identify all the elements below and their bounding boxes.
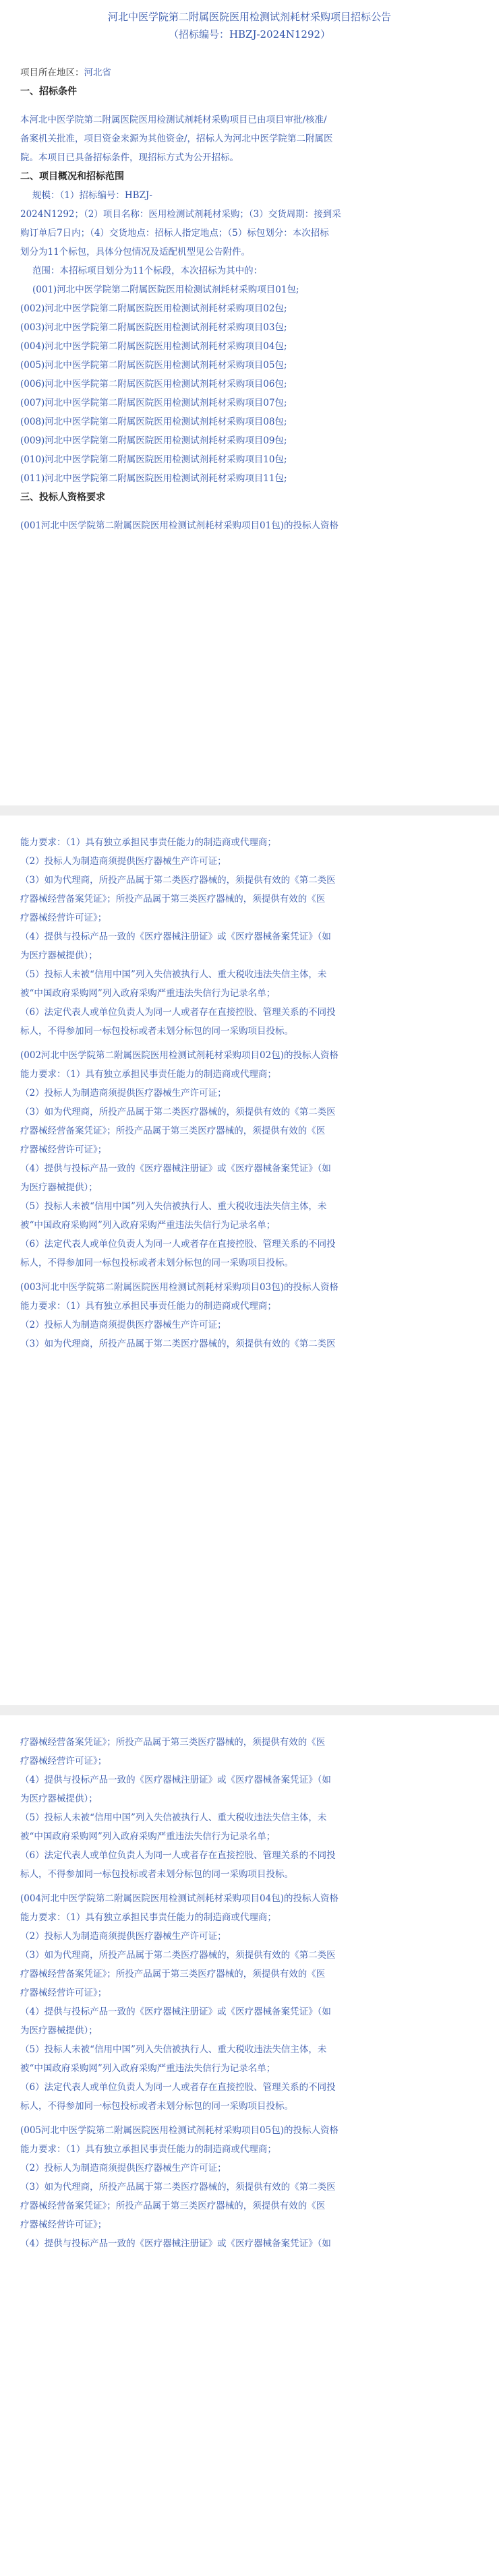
location-value: 河北省	[84, 67, 111, 78]
qualification-line: （5）投标人未被“信用中国”列入失信被执行人、重大税收违法失信主体，未	[20, 969, 327, 980]
qualification-line: （6）法定代表人或单位负责人为同一人或者存在直接控股、管理关系的不同投	[20, 1850, 336, 1861]
qualification-line: （4）提供与投标产品一致的《医疗器械注册证》或《医疗器械备案凭证》（如	[20, 1775, 331, 1785]
qualification-line: （6）法定代表人或单位负责人为同一人或者存在直接控股、管理关系的不同投	[20, 1007, 336, 1018]
lot-item: (011)河北中医学院第二附属医院医用检测试剂耗材采购项目11包;	[20, 473, 287, 484]
document-page-3	[0, 1715, 499, 2576]
qualification-line: 标人，不得参加同一标包投标或者未划分标包的同一采购项目投标。	[20, 1258, 293, 1268]
section-1-body	[20, 111, 479, 167]
qualification-line: （2）投标人为制造商须提供医疗器械生产许可证；	[20, 856, 227, 867]
paragraph-gap	[20, 1884, 479, 1889]
location-label: 项目所在地区：	[20, 67, 84, 78]
lot-item: (008)河北中医学院第二附属医院医用检测试剂耗材采购项目08包;	[20, 417, 287, 427]
qualification-line: （5）投标人未被“信用中国”列入失信被执行人、重大税收违法失信主体，未	[20, 1812, 327, 1823]
qualification-line: （2）投标人为制造商须提供医疗器械生产许可证；	[20, 1320, 227, 1330]
lot-item: (002)河北中医学院第二附属医院医用检测试剂耗材采购项目02包;	[20, 303, 287, 314]
qualification-line: 为医疗器械提供）；	[20, 950, 98, 961]
qualification-line: （4）提供与投标产品一致的《医疗器械注册证》或《医疗器械备案凭证》（如	[20, 931, 331, 942]
qualification-line: (005河北中医学院第二附属医院医用检测试剂耗材采购项目05包)的投标人资格	[20, 2125, 339, 2136]
section-2-scale	[20, 186, 479, 262]
qualification-line: （3）如为代理商，所投产品属于第二类医疗器械的，须提供有效的《第二类医	[20, 1339, 336, 1349]
qualification-line: 疗器械经营许可证》；	[20, 2219, 107, 2230]
qualification-line: （2）投标人为制造商须提供医疗器械生产许可证；	[20, 2163, 227, 2174]
qualification-line: （2）投标人为制造商须提供医疗器械生产许可证；	[20, 1931, 227, 1942]
lot-item: (001)河北中医学院第二附属医院医用检测试剂耗材采购项目01包;	[32, 284, 299, 295]
lot-item: (003)河北中医学院第二附属医院医用检测试剂耗材采购项目03包;	[20, 322, 287, 333]
qualification-line: 被“中国政府采购网”列入政府采购严重违法失信行为记录名单；	[20, 988, 276, 999]
title-line-2: （招标编号：HBZJ-2024N1292）	[168, 28, 331, 40]
qualification-line: 被“中国政府采购网”列入政府采购严重违法失信行为记录名单；	[20, 1220, 276, 1231]
lot-item: (006)河北中医学院第二附属医院医用检测试剂耗材采购项目06包;	[20, 379, 287, 390]
document-page-2	[0, 816, 499, 1705]
section-1-heading: 一、招标条件	[20, 86, 77, 97]
page-2-body	[20, 833, 479, 1353]
qualification-line: 标人，不得参加同一标包投标或者未划分标包的同一采购项目投标。	[20, 1869, 293, 1880]
qualification-line: （4）提供与投标产品一致的《医疗器械注册证》或《医疗器械备案凭证》（如	[20, 2238, 331, 2249]
qualification-line: 标人，不得参加同一标包投标或者未划分标包的同一采购项目投标。	[20, 2101, 293, 2112]
qualification-line: 为医疗器械提供）；	[20, 1793, 98, 1804]
qualification-line: 疗器械经营许可证》；	[20, 1144, 107, 1155]
qualification-line: （5）投标人未被“信用中国”列入失信被执行人、重大税收违法失信主体，未	[20, 2044, 327, 2055]
paragraph-gap	[20, 1272, 479, 1278]
lot-list	[20, 280, 479, 488]
qualification-line: 被“中国政府采购网”列入政府采购严重违法失信行为记录名单；	[20, 1831, 276, 1842]
qualification-line: (004河北中医学院第二附属医院医用检测试剂耗材采购项目04包)的投标人资格	[20, 1893, 339, 1904]
qualification-line: 疗器械经营备案凭证》；所投产品属于第三类医疗器械的，须提供有效的《医	[20, 2201, 326, 2211]
qualification-line: 能力要求：（1）具有独立承担民事责任能力的制造商或代理商；	[20, 1301, 276, 1312]
section-1-line: 备案机关批准，项目资金来源为其他资金/，招标人为河北中医学院第二附属医	[20, 133, 333, 144]
paragraph-gap	[20, 1041, 479, 1046]
lot-item: (009)河北中医学院第二附属医院医用检测试剂耗材采购项目09包;	[20, 435, 287, 446]
qualification-line: 为医疗器械提供）；	[20, 1182, 98, 1193]
section-2-heading: 二、项目概况和招标范围	[20, 171, 124, 182]
qualification-line: （3）如为代理商，所投产品属于第二类医疗器械的，须提供有效的《第二类医	[20, 1107, 336, 1117]
project-location	[20, 63, 479, 82]
section-1-line: 院。本项目已具备招标条件，现招标方式为公开招标。	[20, 152, 239, 163]
qualification-line: 被“中国政府采购网”列入政府采购严重违法失信行为记录名单；	[20, 2063, 276, 2074]
qualification-line: 疗器械经营许可证》；	[20, 913, 107, 923]
section-1-line: 本河北中医学院第二附属医院医用检测试剂耗材采购项目已由项目审批/核准/	[20, 115, 327, 125]
lot-item: (004)河北中医学院第二附属医院医用检测试剂耗材采购项目04包;	[20, 341, 287, 352]
qualification-line: （3）如为代理商，所投产品属于第二类医疗器械的，须提供有效的《第二类医	[20, 875, 336, 886]
qualification-line: (002河北中医学院第二附属医院医用检测试剂耗材采购项目02包)的投标人资格	[20, 1050, 339, 1061]
qualification-line: （6）法定代表人或单位负责人为同一人或者存在直接控股、管理关系的不同投	[20, 1239, 336, 1250]
qualification-line: 能力要求：（1）具有独立承担民事责任能力的制造商或代理商；	[20, 2144, 276, 2155]
qualification-line: 为医疗器械提供）；	[20, 2025, 98, 2036]
qualification-line: （4）提供与投标产品一致的《医疗器械注册证》或《医疗器械备案凭证》（如	[20, 2006, 331, 2017]
qualification-line: 标人，不得参加同一标包投标或者未划分标包的同一采购项目投标。	[20, 1026, 293, 1037]
qualification-line: 疗器械经营备案凭证》；所投产品属于第三类医疗器械的，须提供有效的《医	[20, 1969, 326, 1980]
qualification-line: （5）投标人未被“信用中国”列入失信被执行人、重大税收违法失信主体，未	[20, 1201, 327, 1212]
page-3-body	[20, 1733, 479, 2253]
qualification-line: 疗器械经营许可证》；	[20, 1988, 107, 1998]
qualification-line: （2）投标人为制造商须提供医疗器械生产许可证；	[20, 1088, 227, 1099]
qualification-line: （3）如为代理商，所投产品属于第二类医疗器械的，须提供有效的《第二类医	[20, 1950, 336, 1961]
qualification-line: （4）提供与投标产品一致的《医疗器械注册证》或《医疗器械备案凭证》（如	[20, 1163, 331, 1174]
qualification-line: 能力要求：（1）具有独立承担民事责任能力的制造商或代理商；	[20, 1069, 276, 1080]
lot-item: (010)河北中医学院第二附属医院医用检测试剂耗材采购项目10包;	[20, 454, 287, 465]
lot-item: (005)河北中医学院第二附属医院医用检测试剂耗材采购项目05包;	[20, 360, 287, 371]
section-3-heading: 三、投标人资格要求	[20, 492, 105, 503]
document-title	[20, 0, 479, 43]
qualification-line: （6）法定代表人或单位负责人为同一人或者存在直接控股、管理关系的不同投	[20, 2082, 336, 2093]
section-2-scope: 范围：本招标项目划分为11个标段，本次招标为其中的：	[32, 266, 263, 276]
lot-1-qualification-intro: (001河北中医学院第二附属医院医用检测试剂耗材采购项目01包)的投标人资格	[20, 520, 339, 531]
paragraph-gap	[20, 2116, 479, 2121]
lot-item: (007)河北中医学院第二附属医院医用检测试剂耗材采购项目07包;	[20, 398, 287, 408]
qualification-line: 能力要求：（1）具有独立承担民事责任能力的制造商或代理商；	[20, 1912, 276, 1923]
qualification-line: (003河北中医学院第二附属医院医用检测试剂耗材采购项目03包)的投标人资格	[20, 1282, 339, 1293]
document-page-1	[0, 0, 499, 805]
section-2-scale-line: 2024N1292；（2）项目名称：医用检测试剂耗材采购；（3）交货周期：接到采	[20, 209, 341, 220]
qualification-line: 疗器械经营许可证》；	[20, 1756, 107, 1767]
qualification-line: 疗器械经营备案凭证》；所投产品属于第三类医疗器械的，须提供有效的《医	[20, 894, 326, 904]
section-2-scale-line: 划分为11个标包，具体分包情况及适配机型见公告附件。	[20, 247, 251, 257]
qualification-line: 疗器械经营备案凭证》；所投产品属于第三类医疗器械的，须提供有效的《医	[20, 1126, 326, 1136]
qualification-line: （3）如为代理商，所投产品属于第二类医疗器械的，须提供有效的《第二类医	[20, 2182, 336, 2192]
qualification-line: 疗器械经营备案凭证》；所投产品属于第三类医疗器械的，须提供有效的《医	[20, 1737, 326, 1748]
qualification-line: 能力要求：（1）具有独立承担民事责任能力的制造商或代理商；	[20, 837, 276, 848]
section-2-scale-line: 规模：（1）招标编号：HBZJ-	[32, 190, 152, 201]
section-2-scale-line: 购订单后7日内；（4）交货地点：招标人指定地点；（5）标包划分：本次招标	[20, 228, 329, 239]
title-line-1: 河北中医学院第二附属医院医用检测试剂耗材采购项目招标公告	[107, 11, 391, 23]
